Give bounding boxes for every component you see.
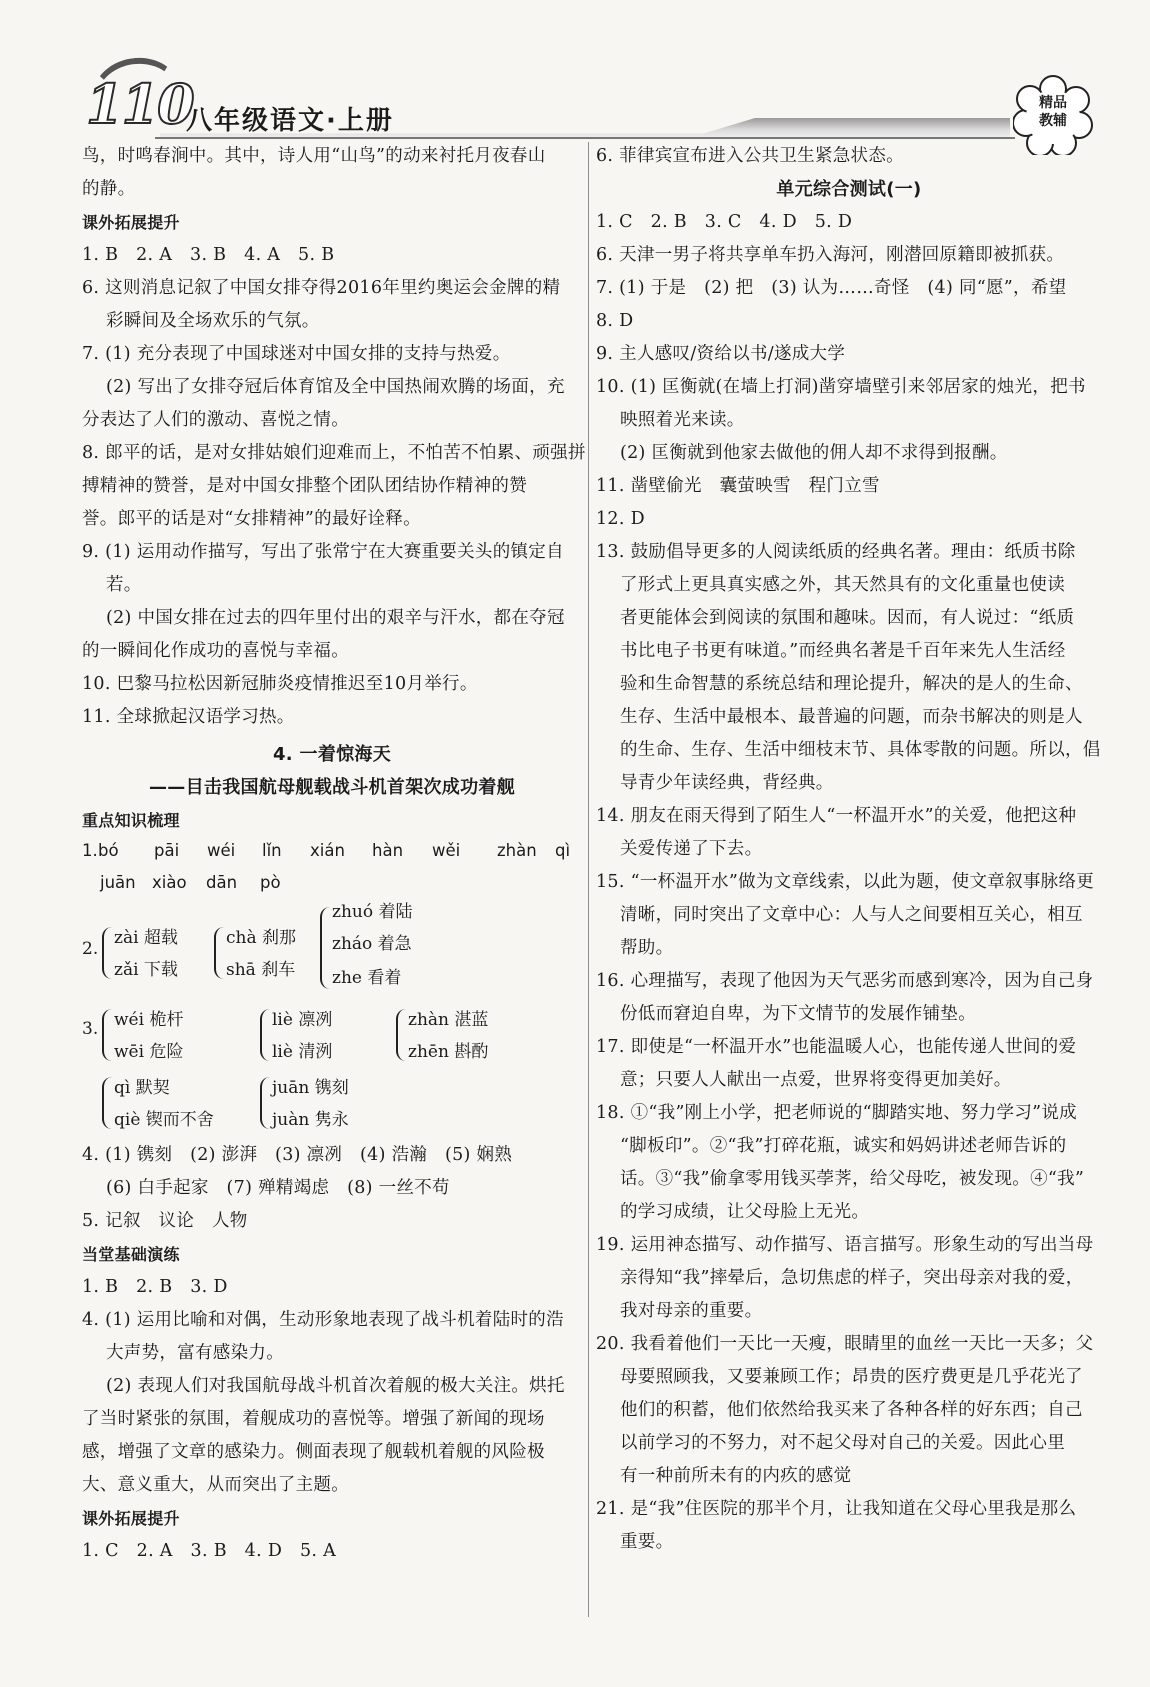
answer-line: 映照着光来读。 bbox=[620, 410, 745, 430]
answer-line: 的一瞬间化作成功的喜悦与幸福。 bbox=[82, 641, 349, 661]
answer-line: 者更能体会到阅读的氛围和趣味。因而，有人说过：“纸质 bbox=[620, 608, 1075, 628]
answer-line: 6. 菲律宾宣布进入公共卫生紧急状态。 bbox=[596, 146, 904, 166]
answer-line: 感，增强了文章的感染力。侧面表现了舰载机着舰的风险极 bbox=[82, 1442, 545, 1462]
answer-line: 的生命、生存、生活中细枝末节、具体零散的问题。所以，倡 bbox=[620, 740, 1101, 760]
answer-line: 8. 郎平的话，是对女排姑娘们迎难而上，不怕苦不怕累、顽强拼 bbox=[82, 443, 586, 463]
answer-line: 若。 bbox=[106, 575, 142, 595]
badge-line-2: 教辅 bbox=[1039, 113, 1067, 129]
pinyin: bó bbox=[98, 841, 119, 860]
pinyin-word: shā 刹车 bbox=[226, 960, 296, 980]
section-heading: 当堂基础演练 bbox=[82, 1245, 180, 1264]
answer-line: 亲得知“我”摔晕后，急切焦虑的样子，突出母亲对我的爱， bbox=[620, 1268, 1084, 1288]
answer-line: 话。③“我”偷拿零用钱买荸荠，给父母吃，被发现。④“我” bbox=[620, 1169, 1085, 1189]
answer-line: 帮助。 bbox=[620, 938, 674, 958]
lesson-title: 4. 一着惊海天 bbox=[272, 744, 392, 765]
answer-line: 6. 这则消息记叙了中国女排夺得2016年里约奥运会金牌的精 bbox=[82, 278, 561, 298]
book-title: 八年级语文·上册 bbox=[186, 106, 394, 136]
page-header bbox=[0, 0, 1150, 150]
polyphone-group-3 bbox=[82, 1003, 582, 1069]
answer-line: 生存、生活中最根本、最普遍的问题，而杂书解决的则是人 bbox=[620, 707, 1083, 727]
answer-line: 书比电子书更有味道。”而经典名著是千百年来先人生活经 bbox=[620, 641, 1066, 661]
unit-test-title: 单元综合测试(一) bbox=[776, 179, 922, 200]
answer-line: 4. (1) 镌刻 (2) 澎湃 (3) 凛冽 (4) 浩瀚 (5) 娴熟 bbox=[82, 1145, 513, 1165]
pinyin: wěi bbox=[432, 841, 461, 860]
answer-line: 10. (1) 匡衡就(在墙上打洞)凿穿墙壁引来邻居家的烛光，把书 bbox=[596, 377, 1086, 397]
answer-line: 11. 全球掀起汉语学习热。 bbox=[82, 707, 295, 727]
brace bbox=[102, 927, 113, 979]
pinyin: juān bbox=[100, 873, 136, 892]
pinyin-word: wéi 桅杆 bbox=[114, 1010, 184, 1030]
pinyin: pāi bbox=[154, 841, 180, 860]
pinyin-word: zài 超载 bbox=[114, 928, 178, 948]
pinyin: xián bbox=[310, 841, 345, 860]
answer-line: “脚板印”。②“我”打碎花瓶，诚实和妈妈讲述老师告诉的 bbox=[620, 1136, 1067, 1156]
brace bbox=[102, 1077, 113, 1129]
answer-line: 关爱传递了下去。 bbox=[620, 839, 763, 859]
pinyin-block bbox=[82, 837, 582, 903]
left-column bbox=[82, 140, 586, 1568]
answer-line: 我对母亲的重要。 bbox=[620, 1301, 763, 1321]
brace bbox=[102, 1009, 113, 1061]
pinyin: hàn bbox=[372, 841, 404, 860]
answer-line: 验和生命智慧的系统总结和理论提升，解决的是人的生命、 bbox=[620, 674, 1083, 694]
pinyin-word: zhàn 湛蓝 bbox=[408, 1010, 489, 1030]
polyphone-group-3b bbox=[82, 1069, 582, 1139]
answer-line: 清晰，同时突出了文章中心：人与人之间要相互关心，相互 bbox=[620, 905, 1083, 925]
answer-line: (2) 中国女排在过去的四年里付出的艰辛与汗水，都在夺冠 bbox=[106, 608, 565, 628]
answer-line: 12. D bbox=[596, 509, 645, 529]
answer-line: 重要。 bbox=[620, 1532, 674, 1552]
answer-line: 10. 巴黎马拉松因新冠肺炎疫情推迟至10月举行。 bbox=[82, 674, 478, 694]
brace bbox=[396, 1009, 407, 1061]
section-heading: 课外拓展提升 bbox=[82, 1509, 180, 1528]
polyphone-group-2 bbox=[82, 903, 582, 1003]
page-number: 110 bbox=[86, 72, 193, 136]
brace bbox=[214, 927, 225, 979]
pinyin-word: qì 默契 bbox=[114, 1078, 170, 1098]
answer-line: 9. 主人感叹/资给以书/遂成大学 bbox=[596, 344, 846, 364]
answer-line: 大声势，富有感染力。 bbox=[106, 1343, 284, 1363]
answer-line: 20. 我看着他们一天比一天瘦，眼睛里的血丝一天比一天多；父 bbox=[596, 1334, 1094, 1354]
pinyin-word: qiè 锲而不舍 bbox=[114, 1110, 214, 1130]
answer-line: 6. 天津一男子将共享单车扔入海河，刚潜回原籍即被抓获。 bbox=[596, 245, 1065, 265]
answer-line: 15. “一杯温开水”做为文章线索，以此为题，使文章叙事脉络更 bbox=[596, 872, 1095, 892]
answer-line: 8. D bbox=[596, 311, 634, 331]
answer-line: 有一种前所未有的内疚的感觉 bbox=[620, 1466, 852, 1486]
pinyin-word: juān 镌刻 bbox=[272, 1078, 349, 1098]
pinyin-word: zháo 着急 bbox=[332, 934, 412, 954]
lesson-subtitle: ——目击我国航母舰载战斗机首架次成功着舰 bbox=[149, 777, 515, 798]
answer-line: 以前学习的不努力，对不起父母对自己的关爱。因此心里 bbox=[620, 1433, 1065, 1453]
answer-line: 14. 朋友在雨天得到了陌生人“一杯温开水”的关爱，他把这种 bbox=[596, 806, 1077, 826]
answer-line: 1. C 2. B 3. C 4. D 5. D bbox=[596, 212, 853, 232]
answer-line: (2) 匡衡就到他家去做他的佣人却不求得到报酬。 bbox=[620, 443, 1008, 463]
answer-line: 17. 即使是“一杯温开水”也能温暖人心，也能传递人世间的爱 bbox=[596, 1037, 1077, 1057]
badge-label bbox=[1018, 94, 1088, 130]
pinyin: qì bbox=[555, 841, 571, 860]
section-heading: 课外拓展提升 bbox=[82, 213, 180, 232]
right-column bbox=[596, 140, 1102, 1559]
brace bbox=[260, 1009, 271, 1061]
answer-line: 意；只要人人献出一点爱，世界将变得更加美好。 bbox=[620, 1070, 1012, 1090]
answer-line: 誉。郎平的话是对“女排精神”的最好诠释。 bbox=[82, 509, 421, 529]
answer-line: 了形式上更具真实感之外，其天然具有的文化重量也使读 bbox=[620, 575, 1065, 595]
pinyin: dān bbox=[206, 873, 238, 892]
pinyin-word: liè 凛冽 bbox=[272, 1010, 333, 1030]
pinyin-word: zhuó 着陆 bbox=[332, 902, 413, 922]
text-line: 鸟，时鸣春涧中。其中，诗人用“山鸟”的动来衬托月夜春山 bbox=[82, 146, 546, 166]
answer-line: 彩瞬间及全场欢乐的气氛。 bbox=[106, 311, 320, 331]
pinyin-word: zhe 看着 bbox=[332, 968, 402, 988]
brace bbox=[260, 1077, 271, 1129]
answer-line: 1. B 2. B 3. D bbox=[82, 1277, 228, 1297]
answer-line: (2) 写出了女排夺冠后体育馆及全中国热闹欢腾的场面，充 bbox=[106, 377, 565, 397]
answer-line: 导青少年读经典，背经典。 bbox=[620, 773, 834, 793]
text-line: 的静。 bbox=[82, 179, 136, 199]
answer-line: 21. 是“我”住医院的那半个月，让我知道在父母心里我是那么 bbox=[596, 1499, 1077, 1519]
answer-line: 他们的积蓄，他们依然给我买来了各种各样的好东西；自己 bbox=[620, 1400, 1083, 1420]
answer-line: 19. 运用神态描写、动作描写、语言描写。形象生动的写出当母 bbox=[596, 1235, 1094, 1255]
header-rule bbox=[155, 137, 1015, 139]
answer-line: (2) 表现人们对我国航母战斗机首次着舰的极大关注。烘托 bbox=[106, 1376, 565, 1396]
answer-line: 母要照顾我，又要兼顾工作；昂贵的医疗费更是几乎花光了 bbox=[620, 1367, 1083, 1387]
answer-line: 18. ①“我”刚上小学，把老师说的“脚踏实地、努力学习”说成 bbox=[596, 1103, 1077, 1123]
answer-line: 份低而窘迫自卑，为下文情节的发展作铺垫。 bbox=[620, 1004, 976, 1024]
section-heading: 重点知识梳理 bbox=[82, 811, 180, 830]
pinyin-word: liè 清洌 bbox=[272, 1042, 333, 1062]
pinyin-word: chà 刹那 bbox=[226, 928, 297, 948]
answer-line: 11. 凿壁偷光 囊萤映雪 程门立雪 bbox=[596, 476, 880, 496]
pinyin-word: wēi 危险 bbox=[114, 1042, 184, 1062]
pinyin: pò bbox=[260, 873, 281, 892]
item-number: 2. bbox=[82, 939, 99, 959]
answer-line: 的学习成绩，让父母脸上无光。 bbox=[620, 1202, 870, 1222]
pinyin-word: zhēn 斟酌 bbox=[408, 1042, 489, 1062]
item-number: 3. bbox=[82, 1019, 99, 1039]
pinyin: wéi bbox=[207, 841, 236, 860]
answer-line: 搏精神的赞誉，是对中国女排整个团队团结协作精神的赞 bbox=[82, 476, 527, 496]
answer-line: 了当时紧张的氛围，着舰成功的喜悦等。增强了新闻的现场 bbox=[82, 1409, 545, 1429]
brace bbox=[320, 907, 331, 989]
pinyin-word: zǎi 下载 bbox=[114, 960, 178, 980]
answer-line: 1. C 2. A 3. B 4. D 5. A bbox=[82, 1541, 337, 1561]
pinyin: lǐn bbox=[262, 841, 282, 860]
answer-line: 4. (1) 运用比喻和对偶，生动形象地表现了战斗机着陆时的浩 bbox=[82, 1310, 564, 1330]
answer-line: 1. B 2. A 3. B 4. A 5. B bbox=[82, 245, 335, 265]
badge-line-1: 精品 bbox=[1039, 95, 1067, 111]
answer-line: 5. 记叙 议论 人物 bbox=[82, 1211, 248, 1231]
answer-line: 9. (1) 运用动作描写，写出了张常宁在大赛重要关头的镇定自 bbox=[82, 542, 564, 562]
answer-line: 分表达了人们的激动、喜悦之情。 bbox=[82, 410, 349, 430]
column-divider bbox=[588, 142, 589, 1617]
pinyin-word: juàn 隽永 bbox=[272, 1110, 349, 1130]
answer-line: (6) 白手起家 (7) 殚精竭虑 (8) 一丝不苟 bbox=[106, 1178, 450, 1198]
pinyin: xiào bbox=[152, 873, 187, 892]
item-number: 1. bbox=[82, 841, 98, 860]
pinyin: zhàn bbox=[497, 841, 537, 860]
answer-line: 7. (1) 于是 (2) 把 (3) 认为……奇怪 (4) 同“愿”，希望 bbox=[596, 278, 1067, 298]
answer-line: 7. (1) 充分表现了中国球迷对中国女排的支持与热爱。 bbox=[82, 344, 511, 364]
answer-line: 大、意义重大，从而突出了主题。 bbox=[82, 1475, 349, 1495]
answer-line: 13. 鼓励倡导更多的人阅读纸质的经典名著。理由：纸质书除 bbox=[596, 542, 1076, 562]
answer-line: 16. 心理描写，表现了他因为天气恶劣而感到寒冷，因为自己身 bbox=[596, 971, 1094, 991]
